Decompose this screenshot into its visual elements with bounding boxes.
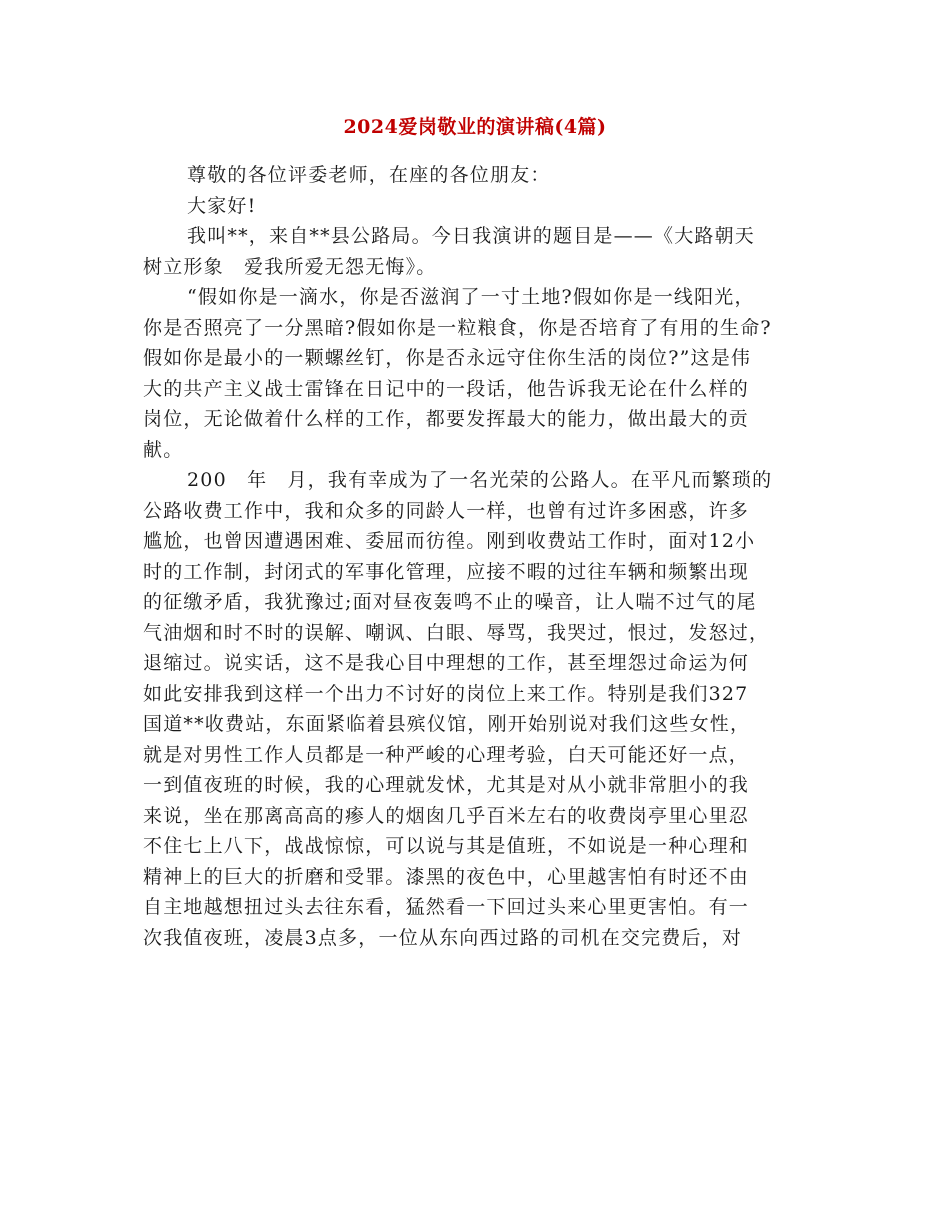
text-line: 你是否照亮了一分黑暗?假如你是一粒粮食，你是否培育了有用的生命? (143, 316, 772, 339)
text-line: 假如你是最小的一颗螺丝钉，你是否永远守住你生活的岗位?”这是伟 (143, 347, 752, 369)
text-line: 大家好! (187, 194, 257, 217)
text-line: 献。 (143, 438, 184, 461)
text-line: “假如你是一滴水，你是否滋润了一寸土地?假如你是一线阳光， (187, 286, 755, 308)
text-line: 来说，坐在那离高高的瘆人的烟囱几乎百米左右的收费岗亭里心里忍 (143, 804, 750, 827)
text-line: 树立形象 爱我所爱无怨无悔》。 (143, 255, 437, 278)
text-line: 精神上的巨大的折磨和受罪。漆黑的夜色中，心里越害怕有时还不由 (143, 865, 750, 888)
text-line: 我叫**，来自**县公路局。今日我演讲的题目是——《大路朝天 (187, 225, 756, 247)
text-line: 岗位，无论做着什么样的工作，都要发挥最大的能力，做出最大的贡 (143, 408, 750, 430)
text-line: 一到值夜班的时候，我的心理就发怵，尤其是对从小就非常胆小的我 (143, 774, 750, 796)
text-line: 自主地越想扭过头去往东看，猛然看一下回过头来心里更害怕。有一 (143, 896, 750, 918)
document-body (143, 160, 808, 953)
text-line: 尊敬的各位评委老师，在座的各位朋友： (187, 164, 551, 186)
text-line: 国道**收费站，东面紧临着县殡仪馆，刚开始别说对我们这些女性， (143, 713, 751, 735)
text-line: 大的共产主义战士雷锋在日记中的一段话，他告诉我无论在什么样的 (143, 377, 750, 400)
text-line: 就是对男性工作人员都是一种严峻的心理考验，白天可能还好一点， (143, 743, 750, 766)
text-line: 退缩过。说实话，这不是我心目中理想的工作，甚至埋怨过命运为何 (143, 652, 750, 674)
text-line: 公路收费工作中，我和众多的同龄人一样，也曾有过许多困惑，许多 (143, 499, 750, 522)
text-line: 200 年 月，我有幸成为了一名光荣的公路人。在平凡而繁琐的 (187, 469, 773, 491)
text-line: 如此安排我到这样一个出力不讨好的岗位上来工作。特别是我们327 (143, 682, 749, 705)
text-line: 尴尬，也曾因遭遇困难、委屈而彷徨。刚到收费站工作时，面对12小 (143, 530, 756, 552)
text-line: 的征缴矛盾，我犹豫过;面对昼夜轰鸣不止的噪音，让人喘不过气的尾 (143, 591, 757, 613)
text-line: 时的工作制，封闭式的军事化管理，应接不暇的过往车辆和频繁出现 (143, 560, 750, 583)
text-line: 气油烟和时不时的误解、嘲讽、白眼、辱骂，我哭过，恨过，发怒过， (143, 621, 770, 644)
text-line: 次我值夜班，凌晨3点多，一位从东向西过路的司机在交完费后，对 (143, 926, 743, 949)
text-line: 不住七上八下，战战惊惊，可以说与其是值班，不如说是一种心理和 (143, 835, 750, 857)
document-title: 2024爱岗敬业的演讲稿(4篇) (343, 116, 607, 138)
